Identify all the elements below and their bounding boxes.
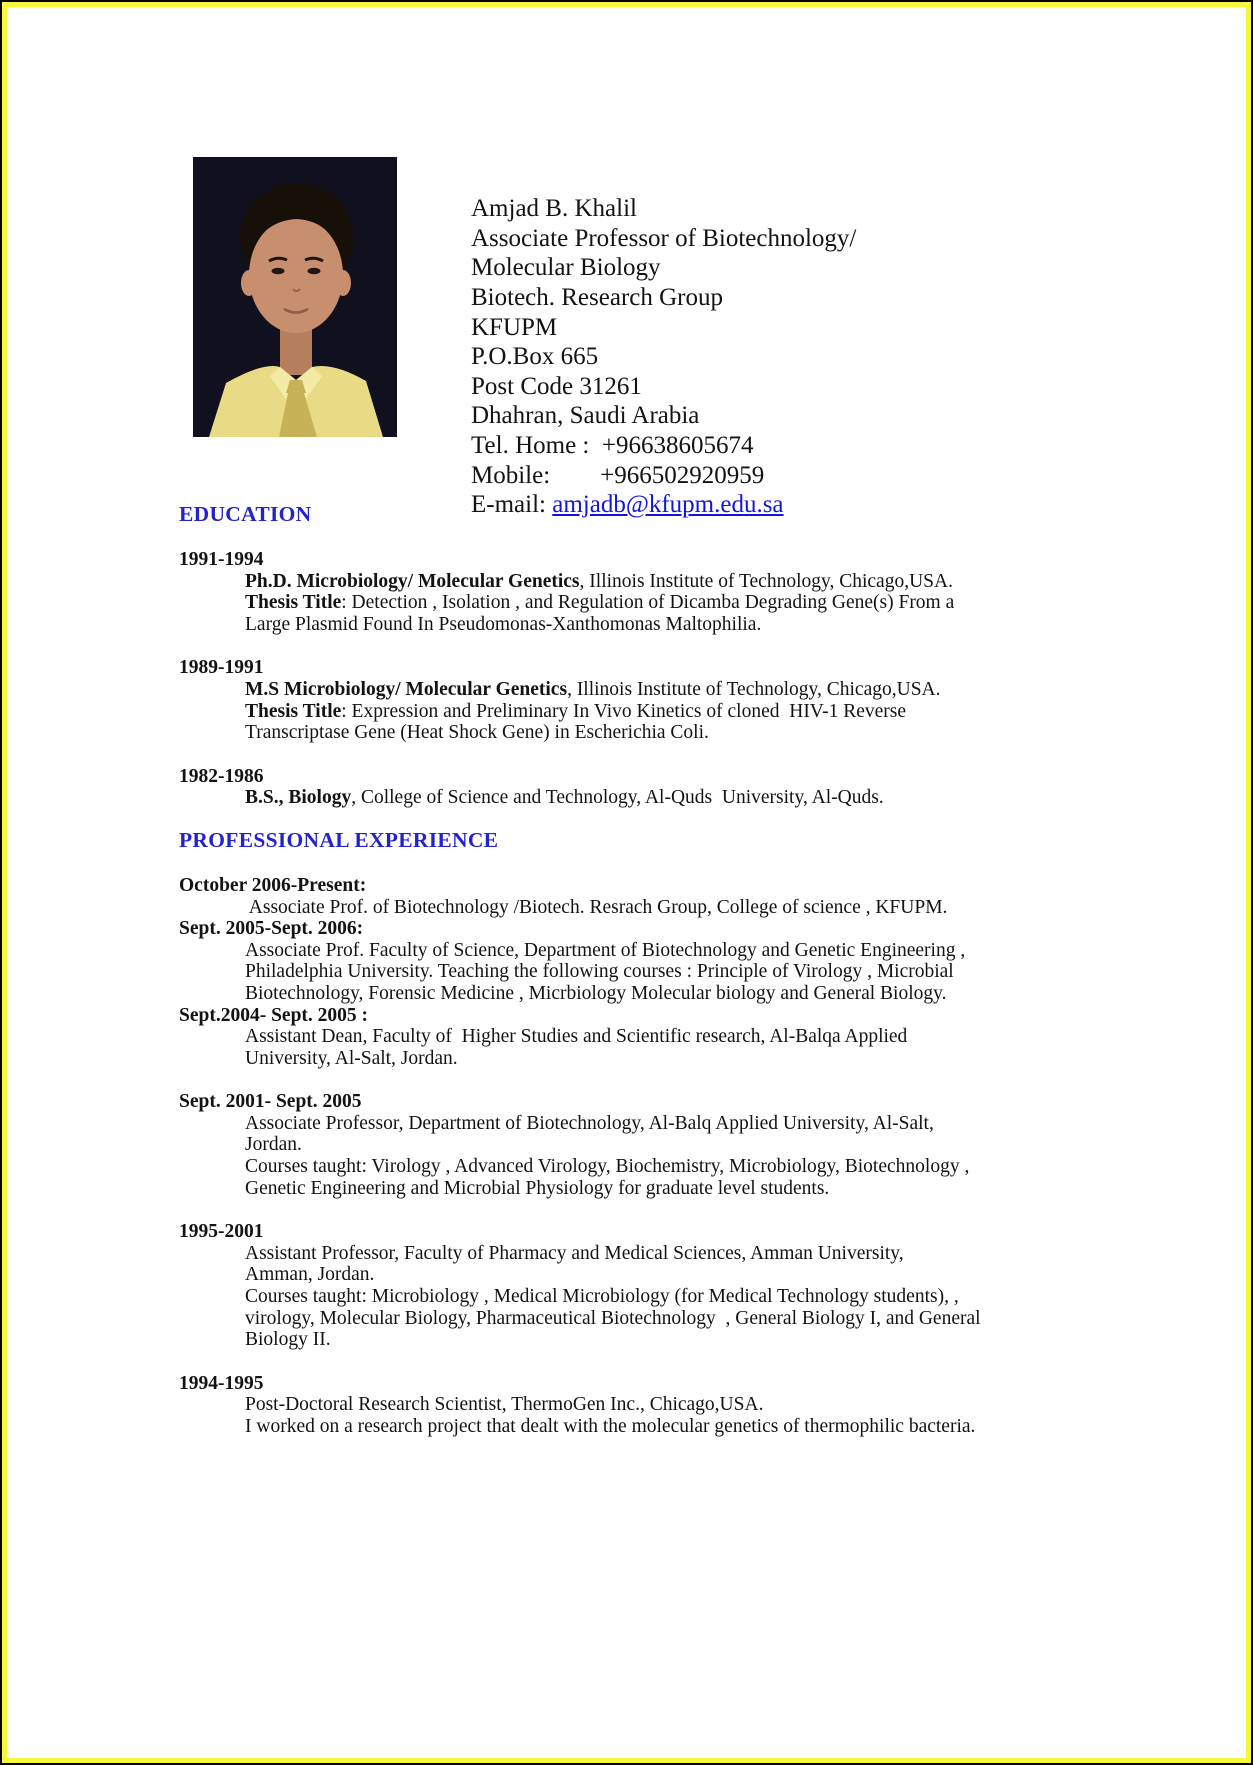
entry <box>179 1005 1246 1070</box>
entry-line <box>245 1394 1246 1416</box>
sections <box>179 503 1246 1438</box>
portrait-photo-graphic <box>193 157 397 437</box>
text-segment: Assistant Professor, Faculty of Pharmacy and Medical Sciences, Amman University, <box>245 1242 904 1264</box>
page-frame <box>2 2 1251 1763</box>
entry-date: 1994-1995 <box>179 1372 264 1394</box>
text-segment: Courses taught: Virology , Advanced Virology, Biochemistry, Microbiology, Biotechnology , <box>245 1156 970 1178</box>
text-segment: B.S., Biology <box>245 787 352 809</box>
entry-date: 1991-1994 <box>179 549 264 570</box>
contact-line: Tel. Home : +96638605674 <box>471 431 754 459</box>
contact-line: Molecular Biology <box>471 254 661 282</box>
contact-line: KFUPM <box>471 313 558 341</box>
text-segment: Transcriptase Gene (Heat Shock Gene) in Escherichia Coli. <box>245 722 709 744</box>
text-segment: , Illinois Institute of Technology, Chicago,USA. <box>567 678 941 700</box>
entry-line <box>245 1113 1246 1135</box>
portrait-photo <box>193 157 397 437</box>
text-segment: University, Al-Salt, Jordan. <box>245 1047 458 1069</box>
text-segment: Amman, Jordan. <box>245 1264 375 1286</box>
contact-line: Biotech. Research Group <box>471 283 724 311</box>
text-segment: Thesis Title <box>245 700 342 722</box>
text-segment: Courses taught: Microbiology , Medical Microbiology (for Medical Technology students), , <box>245 1286 959 1308</box>
text-segment: : Expression and Preliminary In Vivo Kinetics of cloned HIV-1 Reverse <box>341 700 907 722</box>
entry <box>179 1221 1246 1351</box>
text-segment: Associate Prof. Faculty of Science, Department of Biotechnology and Genetic Engineering , <box>245 939 966 961</box>
entry-line <box>245 961 1246 983</box>
text-segment: Philadelphia University. Teaching the following courses : Principle of Virology , Microbial <box>245 961 954 983</box>
entry-date: 1995-2001 <box>179 1221 264 1243</box>
entry-date: Sept. 2005-Sept. 2006: <box>179 918 364 940</box>
entry-line <box>245 592 1246 614</box>
entry-line <box>245 940 1246 962</box>
entry-date: Sept. 2001- Sept. 2005 <box>179 1091 362 1113</box>
contact-line: Dhahran, Saudi Arabia <box>471 402 700 430</box>
contact-line: Amjad B. Khalil <box>471 195 637 223</box>
entry-line <box>245 1243 1246 1265</box>
entry <box>179 766 1246 809</box>
text-segment: Associate Prof. of Biotechnology /Biotech. Resrach Group, College of science , KFUPM. <box>245 896 948 918</box>
text-segment: Genetic Engineering and Microbial Physiology for graduate level students. <box>245 1177 830 1199</box>
section-heading-education: EDUCATION <box>179 502 312 526</box>
text-segment: Associate Professor, Department of Biotechnology, Al-Balq Applied University, Al-Salt, <box>245 1112 934 1134</box>
text-segment: Jordan. <box>245 1134 302 1156</box>
text-segment: : Detection , Isolation , and Regulation of Dicamba Degrading Gene(s) From a <box>341 592 955 614</box>
entry-date: October 2006-Present: <box>179 874 367 896</box>
text-segment: Thesis Title <box>245 592 342 614</box>
contact-line: Post Code 31261 <box>471 372 642 400</box>
text-segment: Large Plasmid Found In Pseudomonas-Xanthomonas Maltophilia. <box>245 613 762 635</box>
entry-date: Sept.2004- Sept. 2005 : <box>179 1004 369 1026</box>
entry-line <box>245 1329 1246 1351</box>
page-content <box>7 7 1246 1438</box>
section-professional-experience <box>179 829 1246 1438</box>
entry-line <box>245 897 1246 919</box>
entry <box>179 918 1246 1004</box>
contact-line: Associate Professor of Biotechnology/ <box>471 224 857 252</box>
entry-line <box>245 983 1246 1005</box>
text-segment: I worked on a research project that dealt with the molecular genetics of thermophilic bacteria. <box>245 1416 976 1437</box>
email-link[interactable]: amjadb@kfupm.edu.sa <box>552 491 784 519</box>
entry <box>179 875 1246 918</box>
text-segment: Biology II. <box>245 1329 331 1351</box>
contact-block <box>471 135 1246 579</box>
entry-line <box>245 701 1246 723</box>
text-segment: Ph.D. Microbiology/ Molecular Genetics <box>245 570 580 592</box>
entry <box>179 1091 1246 1199</box>
entry-line <box>245 1308 1246 1330</box>
entry-line <box>245 679 1246 701</box>
entry <box>179 657 1246 743</box>
entry-line <box>245 787 1246 809</box>
text-segment: virology, Molecular Biology, Pharmaceutical Biotechnology , General Biology I, and General <box>245 1307 981 1329</box>
text-segment: Assistant Dean, Faculty of Higher Studies and Scientific research, Al-Balqa Applied <box>245 1026 908 1048</box>
entry-line <box>245 1048 1246 1070</box>
entry-line <box>245 1286 1246 1308</box>
text-segment: , Illinois Institute of Technology, Chicago,USA. <box>579 570 953 592</box>
entry-line <box>245 1264 1246 1286</box>
entry-line <box>245 614 1246 636</box>
text-segment: , College of Science and Technology, Al-Quds University, Al-Quds. <box>351 787 884 809</box>
entry-date: 1982-1986 <box>179 765 264 787</box>
entry-line <box>245 722 1246 744</box>
text-segment: M.S Microbiology/ Molecular Genetics <box>245 678 568 700</box>
entry-date: 1989-1991 <box>179 657 264 679</box>
email-line <box>471 490 1246 520</box>
entry-line <box>245 1026 1246 1048</box>
email-label: E-mail: <box>471 491 553 519</box>
entry-line <box>245 1416 1246 1438</box>
entry-line <box>245 1134 1246 1156</box>
entry-line <box>245 1178 1246 1200</box>
contact-line: P.O.Box 665 <box>471 343 599 371</box>
section-heading-professional-experience: PROFESSIONAL EXPERIENCE <box>179 827 499 852</box>
entry-line <box>245 1156 1246 1178</box>
text-segment: Post-Doctoral Research Scientist, ThermoGen Inc., Chicago,USA. <box>245 1394 764 1416</box>
entry <box>179 1373 1246 1438</box>
contact-line: Mobile: +966502920959 <box>471 461 765 489</box>
text-segment: Biotechnology, Forensic Medicine , Micrbiology Molecular biology and General Biology. <box>245 982 947 1004</box>
